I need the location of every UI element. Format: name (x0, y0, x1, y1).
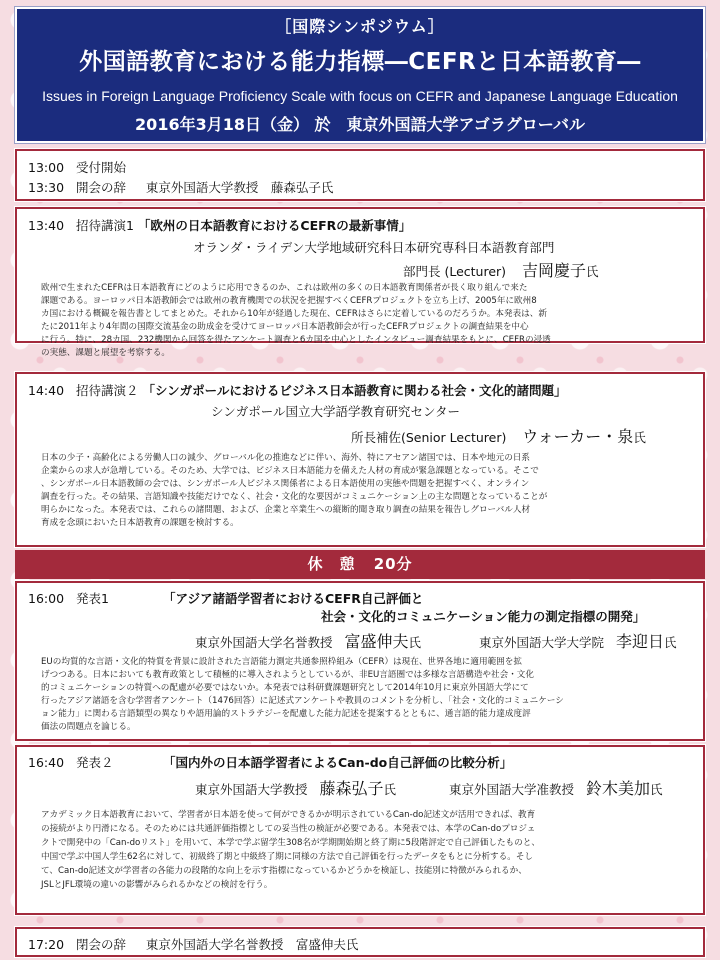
talk3-abstract-line: げつつある。日本においても教育政策として積極的に導入されようとしているが、非EU言語圏では多様な言語構造や社会・文化 (41, 670, 534, 681)
talk2-honorific: 氏 (633, 430, 646, 445)
talk3-speaker-1-name: 富盛伸夫 (344, 632, 409, 651)
talk1-abstract (41, 282, 681, 361)
opening-label: 開会の辞 (75, 180, 126, 195)
closing-section (15, 927, 705, 957)
talk1-abstract-line: たに2011年より4年間の国際交流基金の助成金を受けてヨーロッパ日本語教師会が行ったCEFRプロジェクトの調査結果を中心 (41, 322, 529, 333)
talk1-position: 部門長 (Lecturer) (403, 264, 507, 279)
event-type-label: ［国際シンポジウム］ (275, 17, 445, 36)
talk4-speaker-1 (195, 776, 396, 799)
break-banner (15, 550, 705, 579)
talk1-affiliation: オランダ・ライデン大学地域研究科日本研究専科日本語教育部門 (193, 240, 555, 255)
talk2-time: 14:40 (28, 383, 65, 398)
talk4-honorific-1: 氏 (383, 782, 396, 797)
talk1-abstract-line: カ国における概観を報告書としてまとめた。それから10年が経過した現在、CEFRはさらに定着しているのだろうか。本発表は、新 (41, 309, 547, 320)
event-title: 外国語教育における能力指標―CEFRと日本語教育― (79, 49, 641, 75)
talk2-affiliation: シンガポール国立大学語学教育研究センター (211, 404, 460, 419)
talk2-speaker (351, 424, 646, 447)
talk2-abstract-line: 明らかになった。本発表では、これらの諸問題、および、企業と卒業生への縦断的聞き取り調査の結果を報告しグローバル人材 (41, 505, 531, 516)
talk3-honorific-1: 氏 (408, 635, 421, 650)
reception-row (28, 158, 126, 176)
talk4-title: 「国内外の日本語学習者によるCan-do自己評価の比較分析」 (163, 755, 513, 770)
opening-speaker: 東京外国語大学教授 藤森弘子氏 (145, 180, 334, 195)
talk4-abstract-line: JSLとJFL環境の違いの影響がみられるかなどの検討を行う。 (41, 880, 273, 890)
break-duration: 20分 (373, 555, 413, 573)
invited-talk-2 (15, 372, 705, 547)
talk1-heading (28, 216, 411, 234)
talk2-abstract-line: 育成を念頭においた日本語教育の課題を検討する。 (41, 518, 239, 529)
talk1-speaker (403, 258, 599, 281)
talk3-abstract-line: ョン能力」に関わる言語類型の異なりや語用論的ストラテジーを配慮した能力記述を提案するとともに、通言語的能力達成度評 (41, 709, 531, 720)
talk3-time: 16:00 (28, 591, 65, 606)
talk3-abstract-line: EUの均質的な言語・文化的特質を背景に設計された言語能力測定共通参照枠組み（CEFR）は現在、世界各地に適用範囲を拡 (41, 657, 522, 667)
talk4-label: 発表２ (75, 755, 114, 770)
talk4-abstract-line: アカデミック日本語教育において、学習者が日本語を使って何ができるかが明示されているCan-do記述文が活用できれば、教育 (41, 810, 536, 820)
talk3-title-line1: 「アジア諸語学習者におけるCEFR自己評価と (163, 591, 424, 606)
talk2-position: 所長補佐(Senior Lecturer) (351, 430, 507, 445)
opening-remarks-row (28, 178, 333, 196)
talk3-heading (28, 589, 109, 607)
talk3-affiliation-1: 東京外国語大学名誉教授 (195, 635, 333, 650)
closing-row (28, 935, 358, 953)
talk1-speaker-name: 吉岡慶子 (521, 261, 586, 280)
talk4-abstract-line: の接続がより円滑になる。そのためには共通評価指標としての妥当性の検証が必要である。本発表では、本学のCan-doプロジェ (41, 824, 536, 834)
talk4-speaker-1-name: 藤森弘子 (319, 779, 384, 798)
talk4-abstract-line: 中国で学ぶ中国人学生62名に対して、初級終了期と中級終了期に同様の方法で自己評価を行ったデータをもとに分析する。そし (41, 852, 534, 862)
talk3-abstract-line: 的コミュニケーションの特質への配慮が必要ではないか。本発表では科研費課題研究として2014年10月に東京外国語大学にて (41, 683, 529, 694)
talk2-abstract-line: 、シンガポール日本語教師の会では、シンガポール人ビジネス関係者による日本語使用の実態や問題を把握すべく、オンライン (41, 479, 530, 490)
closing-speaker: 東京外国語大学名誉教授 富盛伸夫氏 (145, 937, 359, 952)
break-label: 休 憩 (307, 555, 356, 573)
talk3-title-line2: 社会・文化的コミュニケーション能力の測定指標の開発」 (321, 609, 646, 624)
talk2-abstract-line: 企業からの求人が急増している。そのため、大学では、ビジネス日本語能力を備えた人材の育成が緊急課題となっている。そこで (41, 466, 539, 477)
talk3-abstract (41, 656, 686, 735)
talk3-speaker-2-name: 李迎日 (615, 632, 664, 651)
event-title-english: Issues in Foreign Language Proficiency Scale with focus on CEFR and Japanese Language Education (42, 88, 678, 104)
talk1-abstract-line: 欧州で生まれたCEFRは日本語教育にどのように応用できるのか、これは欧州の多くの日本語教育関係者が長く取り組んで来た (41, 283, 528, 293)
talk4-affiliation-1: 東京外国語大学教授 (195, 782, 308, 797)
talk2-heading (28, 381, 567, 399)
talk3-honorific-2: 氏 (663, 635, 677, 650)
talk3-label: 発表1 (75, 591, 109, 606)
talk4-abstract-line: クトで開発中の「Can-doリスト」を用いて、本学で学ぶ留学生308名が学期開始期と終了期に5段階評定で自己評価したものと、 (41, 838, 540, 848)
talk2-label: 招待講演２ (75, 383, 139, 398)
talk2-title: 「シンガポールにおけるビジネス日本語教育に関わる社会・文化的諸問題」 (142, 383, 567, 398)
talk3-speaker-2 (479, 629, 676, 652)
talk4-heading (28, 753, 113, 771)
talk2-speaker-name: ウォーカー・泉 (522, 427, 634, 446)
reception-label: 受付開始 (75, 160, 126, 175)
talk1-abstract-line: 課題である。ヨーロッパ日本語教師会では欧州の教育機関での状況を把握すべくCEFRプロジェクトを立ち上げ、2005年に欧州8 (41, 296, 537, 307)
talk1-time: 13:40 (28, 218, 65, 233)
talk3-abstract-line: 価法の問題点を論じる。 (41, 722, 136, 733)
talk4-abstract-line: て、Can-do記述文が学習者の各能力の段階的な向上を示す指標になっているかどうかを検証し、技能別に特徴がみられるか、 (41, 866, 527, 876)
header-banner (15, 7, 705, 143)
talk3-abstract-line: 行ったアジア諸語を含む学習者アンケート（1476回答）に記述式アンケートや教員のコメントを分析し、「社会・文化的コミュニケーシ (41, 696, 564, 707)
presentation-2 (15, 745, 705, 915)
talk2-abstract-line: 調査を行った。その結果、言語知識や技能だけでなく、社会・文化的な要因がコミュニケーション上の主な問題となっていることが (41, 492, 548, 503)
talk4-affiliation-2: 東京外国語大学准教授 (449, 782, 575, 797)
talk2-abstract (41, 452, 683, 531)
talk2-abstract-line: 日本の少子・高齢化による労働人口の減少、グローバル化の推進などに伴い、海外、特にアセアン諸国では、日本や地元の日系 (41, 453, 530, 463)
invited-talk-1 (15, 207, 705, 359)
closing-time: 17:20 (28, 937, 65, 952)
talk4-abstract (41, 808, 686, 892)
talk4-time: 16:40 (28, 755, 65, 770)
presentation-1 (15, 581, 705, 741)
talk4-speaker-2-name: 鈴木美加 (585, 779, 650, 798)
reception-time: 13:00 (28, 160, 65, 175)
talk4-honorific-2: 氏 (649, 782, 663, 797)
talk1-label: 招待講演1 (75, 218, 134, 233)
opening-time: 13:30 (28, 180, 65, 195)
talk3-speaker-1 (195, 629, 421, 652)
talk1-honorific: 氏 (585, 264, 599, 279)
talk1-abstract-line: に行う。特に、28カ国、232機関から回答を得たアンケート調査と6カ国を中心としたインタビュー調査結果をもとに、CEFRの浸透 (41, 335, 551, 346)
closing-label: 閉会の辞 (75, 937, 126, 952)
talk4-speaker-2 (449, 776, 662, 799)
talk1-title: 「欧州の日本語教育におけるCEFRの最新事情」 (137, 218, 412, 233)
event-date-venue: 2016年3月18日（金） 於 東京外国語大学アゴラグローバル (135, 115, 585, 134)
opening-section (15, 149, 705, 201)
talk1-abstract-line: の実態、課題と展望を考察する。 (41, 348, 170, 359)
talk3-affiliation-2: 東京外国語大学大学院 (479, 635, 605, 650)
